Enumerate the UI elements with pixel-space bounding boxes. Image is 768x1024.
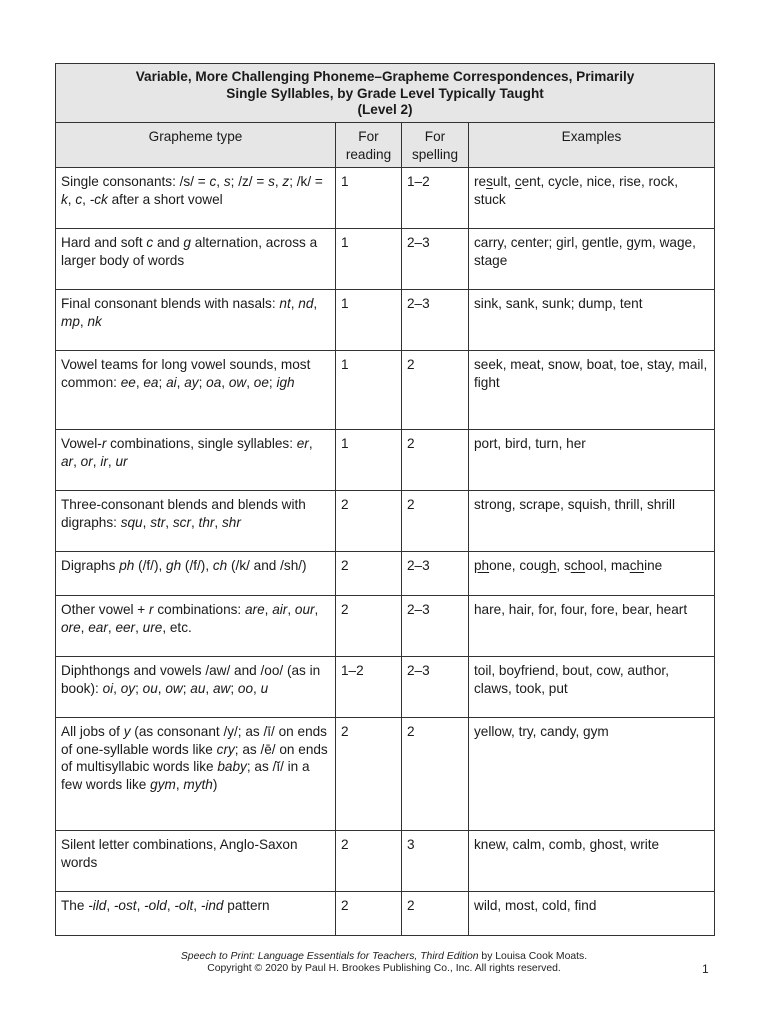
table-row (56, 168, 715, 229)
examples-cell: port, bird, turn, her (469, 430, 715, 491)
grapheme-type-cell: Hard and soft c and g alternation, across a larger body of words (56, 229, 336, 290)
reading-grade-cell: 1 (336, 168, 402, 229)
spelling-grade-cell: 2–3 (402, 596, 469, 657)
reading-grade-cell: 2 (336, 552, 402, 596)
table-row (56, 892, 715, 936)
book-author: by Louisa Cook Moats. (478, 951, 588, 962)
grapheme-type-cell: Vowel teams for long vowel sounds, most common: ee, ea; ai, ay; oa, ow, oe; igh (56, 351, 336, 430)
grapheme-type-cell: Vowel-r combinations, single syllables: er, ar, or, ir, ur (56, 430, 336, 491)
spelling-grade-cell: 2 (402, 491, 469, 552)
grapheme-type-cell: Single consonants: /s/ = c, s; /z/ = s, z; /k/ = k, c, -ck after a short vowel (56, 168, 336, 229)
examples-cell: carry, center; girl, gentle, gym, wage, stage (469, 229, 715, 290)
reading-grade-cell: 2 (336, 718, 402, 831)
spelling-grade-cell: 2 (402, 718, 469, 831)
reading-grade-cell: 1 (336, 290, 402, 351)
footer-citation (0, 951, 768, 964)
reading-grade-cell: 2 (336, 596, 402, 657)
spelling-grade-cell: 2–3 (402, 229, 469, 290)
examples-cell: toil, boyfriend, bout, cow, author, claws, took, put (469, 657, 715, 718)
page-number: 1 (702, 962, 709, 976)
examples-cell: phone, cough, school, machine (469, 552, 715, 596)
table-row (56, 596, 715, 657)
table-title-line: Variable, More Challenging Phoneme–Grapheme Correspondences, Primarily (135, 69, 635, 84)
examples-cell: knew, calm, comb, ghost, write (469, 831, 715, 892)
spelling-grade-cell: 3 (402, 831, 469, 892)
reading-grade-cell: 2 (336, 831, 402, 892)
grapheme-type-cell: Other vowel + r combinations: are, air, our, ore, ear, eer, ure, etc. (56, 596, 336, 657)
grapheme-type-cell: Three-consonant blends and blends with digraphs: squ, str, scr, thr, shr (56, 491, 336, 552)
correspondence-table (55, 63, 715, 936)
examples-cell: sink, sank, sunk; dump, tent (469, 290, 715, 351)
header-for-reading: For reading (336, 123, 402, 168)
examples-cell: yellow, try, candy, gym (469, 718, 715, 831)
reading-grade-cell: 1 (336, 229, 402, 290)
examples-cell: result, cent, cycle, nice, rise, rock, stuck (469, 168, 715, 229)
table-title-line: (Level 2) (357, 102, 413, 117)
reading-grade-cell: 2 (336, 491, 402, 552)
examples-cell: hare, hair, for, four, fore, bear, heart (469, 596, 715, 657)
grapheme-type-cell: Digraphs ph (/f/), gh (/f/), ch (/k/ and /sh/) (56, 552, 336, 596)
reading-grade-cell: 2 (336, 892, 402, 936)
spelling-grade-cell: 2 (402, 430, 469, 491)
table-row (56, 657, 715, 718)
table-row (56, 290, 715, 351)
grapheme-type-cell: Final consonant blends with nasals: nt, nd, mp, nk (56, 290, 336, 351)
header-examples: Examples (469, 123, 715, 168)
reading-grade-cell: 1–2 (336, 657, 402, 718)
table-title-line: Single Syllables, by Grade Level Typically Taught (226, 85, 544, 101)
grapheme-type-cell: All jobs of y (as consonant /y/; as /ī/ on ends of one-syllable words like cry; as /ē/ on ends of multisyllabic words like baby; as /ĭ/ in a few words like gym, myth) (56, 718, 336, 831)
grapheme-type-cell: Silent letter combinations, Anglo-Saxon words (56, 831, 336, 892)
reading-grade-cell: 1 (336, 430, 402, 491)
spelling-grade-cell: 1–2 (402, 168, 469, 229)
table-row (56, 552, 715, 596)
spelling-grade-cell: 2–3 (402, 290, 469, 351)
table-row (56, 351, 715, 430)
spelling-grade-cell: 2–3 (402, 657, 469, 718)
table-row (56, 491, 715, 552)
examples-cell: strong, scrape, squish, thrill, shrill (469, 491, 715, 552)
footer-copyright: Copyright © 2020 by Paul H. Brookes Publishing Co., Inc. All rights reserved. (207, 963, 561, 974)
examples-cell: seek, meat, snow, boat, toe, stay, mail, fight (469, 351, 715, 430)
table-row (56, 430, 715, 491)
table-row (56, 831, 715, 892)
reading-grade-cell: 1 (336, 351, 402, 430)
examples-cell: wild, most, cold, find (469, 892, 715, 936)
header-for-spelling: For spelling (402, 123, 469, 168)
spelling-grade-cell: 2 (402, 351, 469, 430)
table-row (56, 718, 715, 831)
header-grapheme-type: Grapheme type (56, 123, 336, 168)
table-body (56, 168, 715, 936)
table-title (56, 64, 715, 123)
spelling-grade-cell: 2–3 (402, 552, 469, 596)
grapheme-type-cell: The -ild, -ost, -old, -olt, -ind pattern (56, 892, 336, 936)
book-title: Speech to Print: Language Essentials for Teachers, Third Edition (180, 951, 479, 962)
spelling-grade-cell: 2 (402, 892, 469, 936)
table-row (56, 229, 715, 290)
grapheme-type-cell: Diphthongs and vowels /aw/ and /oo/ (as in book): oi, oy; ou, ow; au, aw; oo, u (56, 657, 336, 718)
header-row (56, 123, 715, 168)
